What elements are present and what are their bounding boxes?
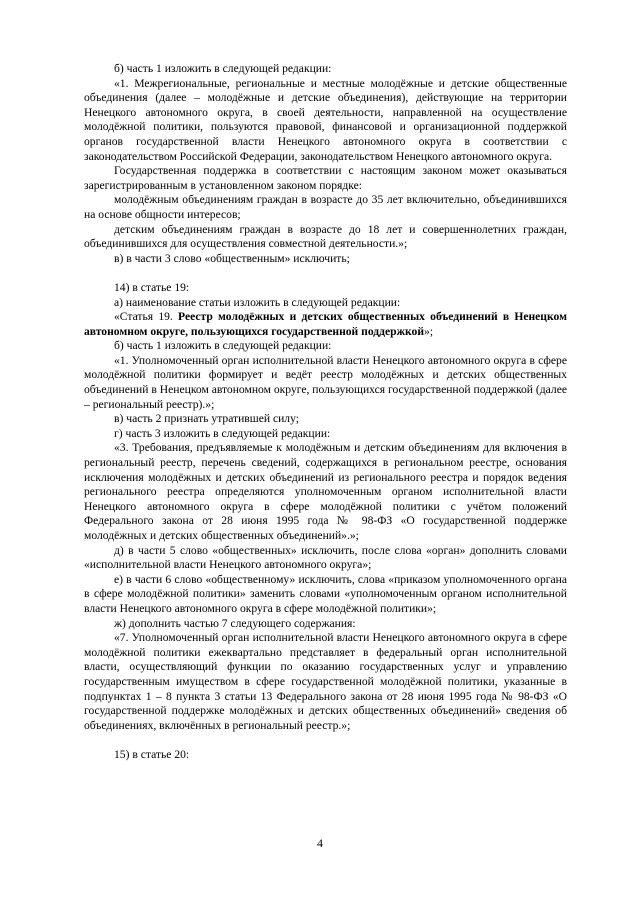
paragraph: д) в части 5 слово «общественных» исключить, после слова «орган» дополнить словами «исполнительной власти Ненецкого автономного округа»; [84, 543, 567, 572]
paragraph: детским объединениям граждан в возрасте до 18 лет и совершеннолетних граждан, объединившихся для осуществления совместной деятельности.»; [84, 222, 567, 251]
page-number: 4 [317, 836, 323, 850]
article-19-suffix: »; [424, 324, 434, 338]
paragraph: Государственная поддержка в соответствии с настоящим законом может оказываться зарегистрированным в установленном законом порядке: [84, 164, 567, 192]
article-19-prefix: «Статья 19. [114, 310, 179, 324]
article-19-title [84, 310, 567, 339]
paragraph: г) часть 3 изложить в следующей редакции: [114, 426, 331, 440]
paragraph: а) наименование статьи изложить в следующей редакции: [114, 295, 401, 309]
article-19-bold-title: Реестр молодёжных и детских общественных объединений в Ненецком автономном округе, пользующихся государственной поддержкой [84, 310, 567, 338]
paragraph: в) в части 3 слово «общественным» исключить; [114, 251, 350, 265]
paragraph: б) часть 1 изложить в следующей редакции: [114, 62, 332, 75]
paragraph: «3. Требования, предъявляемые к молодёжным и детским объединениям для включения в региональный реестр, перечень сведений, содержащихся в региональном реестре, основания исключения молодёжных и детских объединений из регионального реестра и порядок ведения регионального реестра определяются уполномоченным органом исполнительной власти Ненецкого автономного округа в сфере молодёжной политики с учётом положений Федерального закона от 28 июня 1995 года № 98-ФЗ «О государственной поддержке молодёжных и детских общественных объединений».»; [84, 441, 567, 542]
paragraph: «1. Межрегиональные, региональные и местные молодёжные и детские общественные объединения (далее – молодёжные и детские объединения), действующие на территории Ненецкого автономного округа, в своей деятельности, направленной на осуществление молодёжной политики, пользуются правовой, финансовой и организационной поддержкой органов государственной власти Ненецкого автономного округа в соответствии с законодательством Российской Федерации, законодательством Ненецкого автономного округа. [84, 76, 567, 163]
paragraph: «7. Уполномоченный орган исполнительной власти Ненецкого автономного округа в сфере молодёжной политики ежеквартально представляет в федеральный орган исполнительной власти, осуществляющий функции по оказанию государственных услуг и управлению государственным имуществом в сфере государственной молодёжной политики, указанные в подпунктах 1 – 8 пункта 3 статьи 13 Федерального закона от 28 июня 1995 года № 98-ФЗ «О государственной поддержке молодёжных и детских общественных объединений» сведения об объединениях, включённых в региональный реестр.»; [84, 631, 567, 732]
paragraph: б) часть 1 изложить в следующей редакции: [114, 339, 332, 353]
paragraph: «1. Уполномоченный орган исполнительной власти Ненецкого автономного округа в сфере молодёжной политики формирует и ведёт реестр молодёжных и детских общественных объединений в Ненецком автономном округе, пользующихся государственной поддержкой (далее – региональный реестр).»; [84, 353, 567, 411]
paragraph: в) часть 2 признать утратившей силу; [114, 412, 299, 426]
document-page [84, 62, 567, 763]
paragraph: ж) дополнить частью 7 следующего содержания: [114, 616, 356, 630]
paragraph: е) в части 6 слово «общественному» исключить, слова «приказом уполномоченного органа в сфере молодёжной политики» заменить словами «уполномоченным органом исполнительной власти Ненецкого автономного округа в сфере молодёжной политики»; [84, 572, 567, 615]
spacer [84, 733, 567, 748]
paragraph: 14) в статье 19: [114, 280, 190, 294]
paragraph: 15) в статье 20: [114, 747, 190, 761]
paragraph: молодёжным объединениям граждан в возрасте до 35 лет включительно, объединившихся на основе общности интересов; [84, 193, 567, 221]
spacer [84, 266, 567, 281]
